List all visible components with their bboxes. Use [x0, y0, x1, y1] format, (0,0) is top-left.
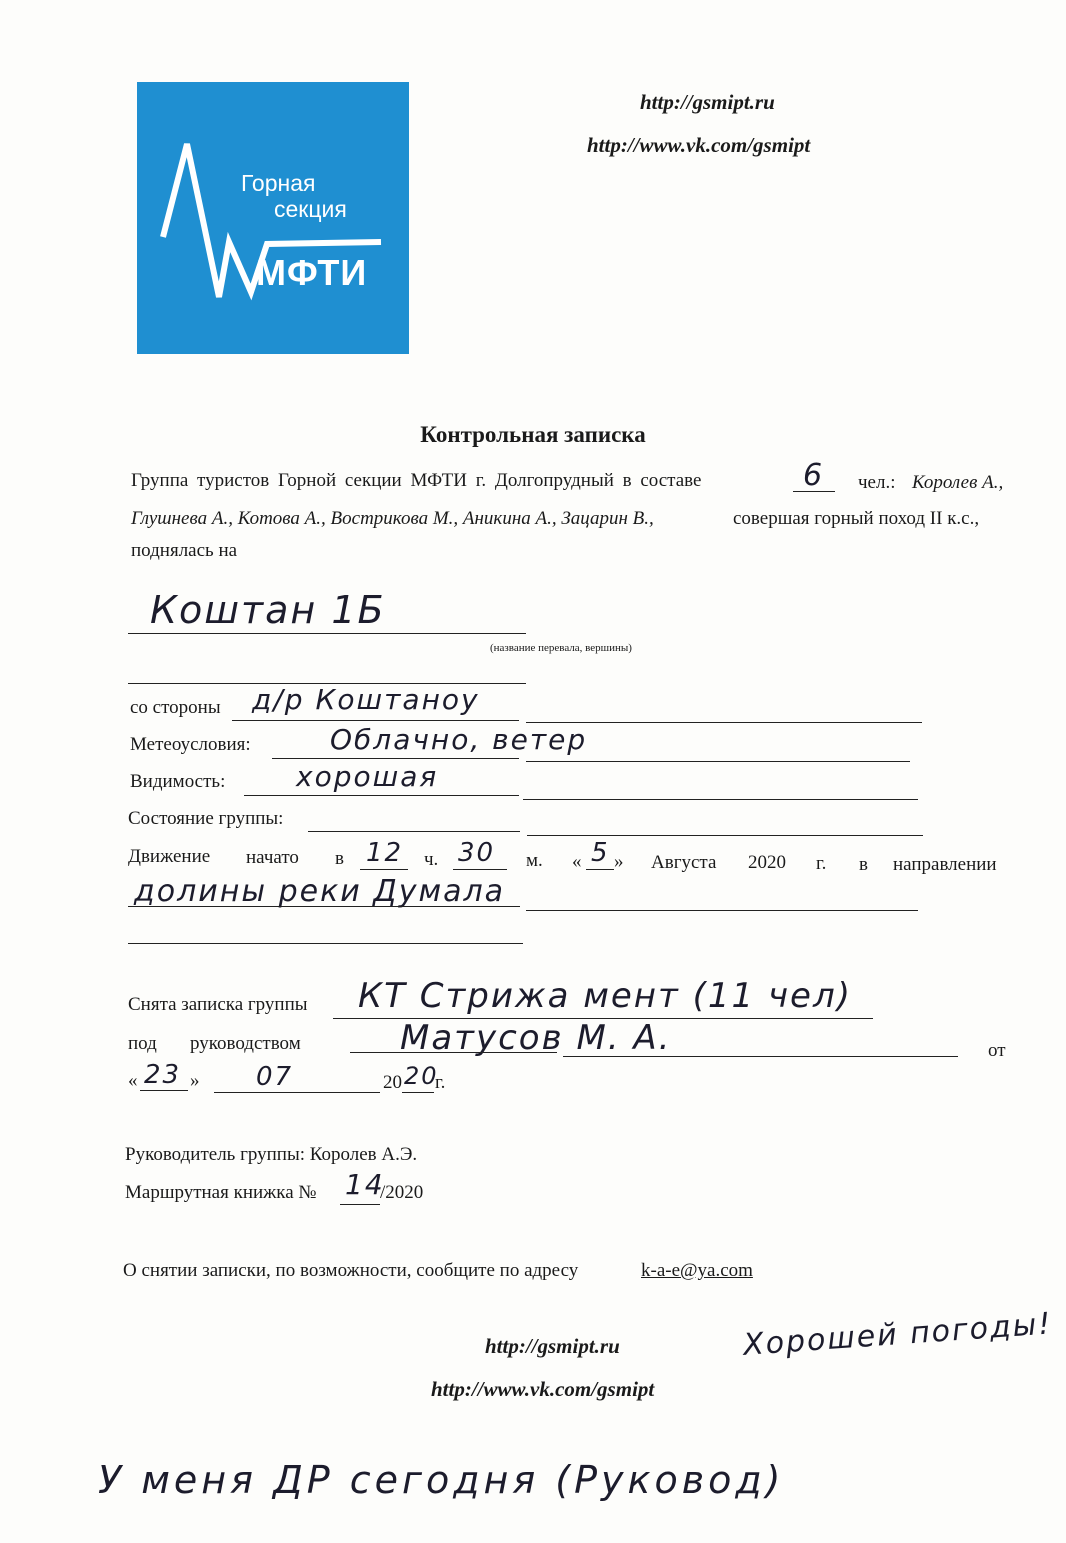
logo-line-1: Горная	[241, 170, 316, 196]
movement-word-7: в	[859, 854, 868, 875]
weather-line-2	[526, 761, 910, 762]
logo-line-2: секция	[274, 196, 347, 222]
visibility-line-1	[244, 795, 519, 796]
book-prefix: Маршрутная книжка №	[125, 1182, 317, 1203]
names-part-1: Королев А.,	[912, 472, 1004, 493]
day-close-quote: »	[614, 851, 624, 872]
leader-line-2	[563, 1056, 958, 1057]
notice-email[interactable]: k-a-e@ya.com	[641, 1260, 753, 1281]
under-label-2: руководством	[190, 1033, 301, 1054]
vk-link-top[interactable]: http://www.vk.com/gsmipt	[587, 133, 811, 157]
book-number-line	[340, 1204, 380, 1205]
removed-month: 07	[256, 1062, 294, 1092]
removed-close-quote: »	[190, 1070, 200, 1091]
intro-text-3: совершая горный поход II к.с.,	[733, 508, 980, 529]
intro-text-1: Группа туристов Горной секции МФТИ г. Долгопрудный в составе	[131, 470, 702, 491]
vk-link-bottom[interactable]: http://www.vk.com/gsmipt	[431, 1377, 655, 1401]
removed-year-prefix: 20	[383, 1072, 402, 1093]
day-line	[586, 869, 614, 870]
mountain-line-icon	[137, 82, 409, 354]
start-minute: 30	[458, 838, 496, 868]
removed-label: Снята записка группы	[128, 994, 308, 1015]
start-year: 2020	[748, 852, 786, 873]
movement-word-3: в	[335, 848, 344, 869]
removed-year-line	[402, 1092, 434, 1093]
visibility-label: Видимость:	[130, 771, 226, 792]
movement-word-4: ч.	[424, 849, 439, 870]
state-label: Состояние группы:	[128, 808, 284, 829]
weather-label: Метеоусловия:	[130, 734, 251, 755]
club-logo	[137, 82, 409, 354]
start-day: 5	[591, 838, 610, 868]
movement-word-2: начато	[246, 847, 299, 868]
book-number: 14	[345, 1168, 385, 1201]
direction-line-1	[128, 906, 520, 907]
movement-word-6: г.	[816, 853, 827, 874]
movement-word-1: Движение	[128, 846, 211, 867]
removed-leader: Матусов М. А.	[400, 1018, 672, 1058]
removed-day-line	[140, 1090, 188, 1091]
names-part-2: Глушнева А., Котова А., Вострикова М., Аникина А., Зацарин В.,	[131, 508, 654, 529]
hour-line	[360, 869, 408, 870]
day-open-quote: «	[572, 851, 582, 872]
from-label: от	[988, 1040, 1006, 1061]
book-suffix: /2020	[380, 1182, 424, 1203]
logo-line-3: МФТИ	[256, 252, 368, 293]
start-month: Августа	[651, 852, 717, 873]
notice-text: О снятии записки, по возможности, сообщите по адресу	[123, 1260, 579, 1281]
summit-line	[128, 633, 526, 634]
leader-line-1	[350, 1052, 557, 1053]
handwritten-wish: Хорошей погоды!	[742, 1306, 1054, 1363]
removed-open-quote: «	[128, 1070, 138, 1091]
intro-text-4: поднялась на	[131, 540, 238, 561]
removed-year-suffix: 20	[404, 1062, 439, 1090]
side-label: со стороны	[130, 697, 221, 718]
state-line-1	[308, 831, 520, 832]
site-link-top[interactable]: http://gsmipt.ru	[640, 90, 775, 114]
removed-day: 23	[144, 1060, 182, 1090]
summit-value: Коштан 1Б	[150, 588, 386, 632]
document-title: Контрольная записка	[420, 422, 646, 447]
direction-line-2	[526, 910, 918, 911]
direction-line-3	[128, 943, 523, 944]
group-leader: Руководитель группы: Королев А.Э.	[125, 1144, 418, 1165]
movement-word-5: м.	[526, 850, 543, 871]
side-line-1	[232, 720, 519, 721]
summit-caption: (название перевала, вершины)	[490, 642, 632, 654]
weather-line-1	[272, 758, 519, 759]
handwritten-birthday: У меня ДР сегодня (Руковод)	[98, 1458, 785, 1502]
visibility-line-2	[523, 799, 918, 800]
movement-word-8: направлении	[893, 854, 997, 875]
start-hour: 12	[366, 838, 404, 868]
intro-text-2: чел.:	[858, 472, 896, 493]
side-value: д/р Коштаноу	[252, 683, 480, 716]
weather-value: Облачно, ветер	[330, 723, 588, 756]
removed-group: КТ Стрижа мент (11 чел)	[358, 976, 852, 1016]
state-line-2	[527, 835, 923, 836]
removed-month-line	[214, 1092, 380, 1093]
count-value: 6	[803, 458, 825, 493]
direction-value: долины реки Думала	[134, 874, 506, 909]
site-link-bottom[interactable]: http://gsmipt.ru	[485, 1334, 620, 1358]
minute-line	[453, 869, 507, 870]
removed-year-tail: г.	[435, 1072, 446, 1093]
under-label-1: под	[128, 1033, 157, 1054]
visibility-value: хорошая	[296, 760, 439, 793]
